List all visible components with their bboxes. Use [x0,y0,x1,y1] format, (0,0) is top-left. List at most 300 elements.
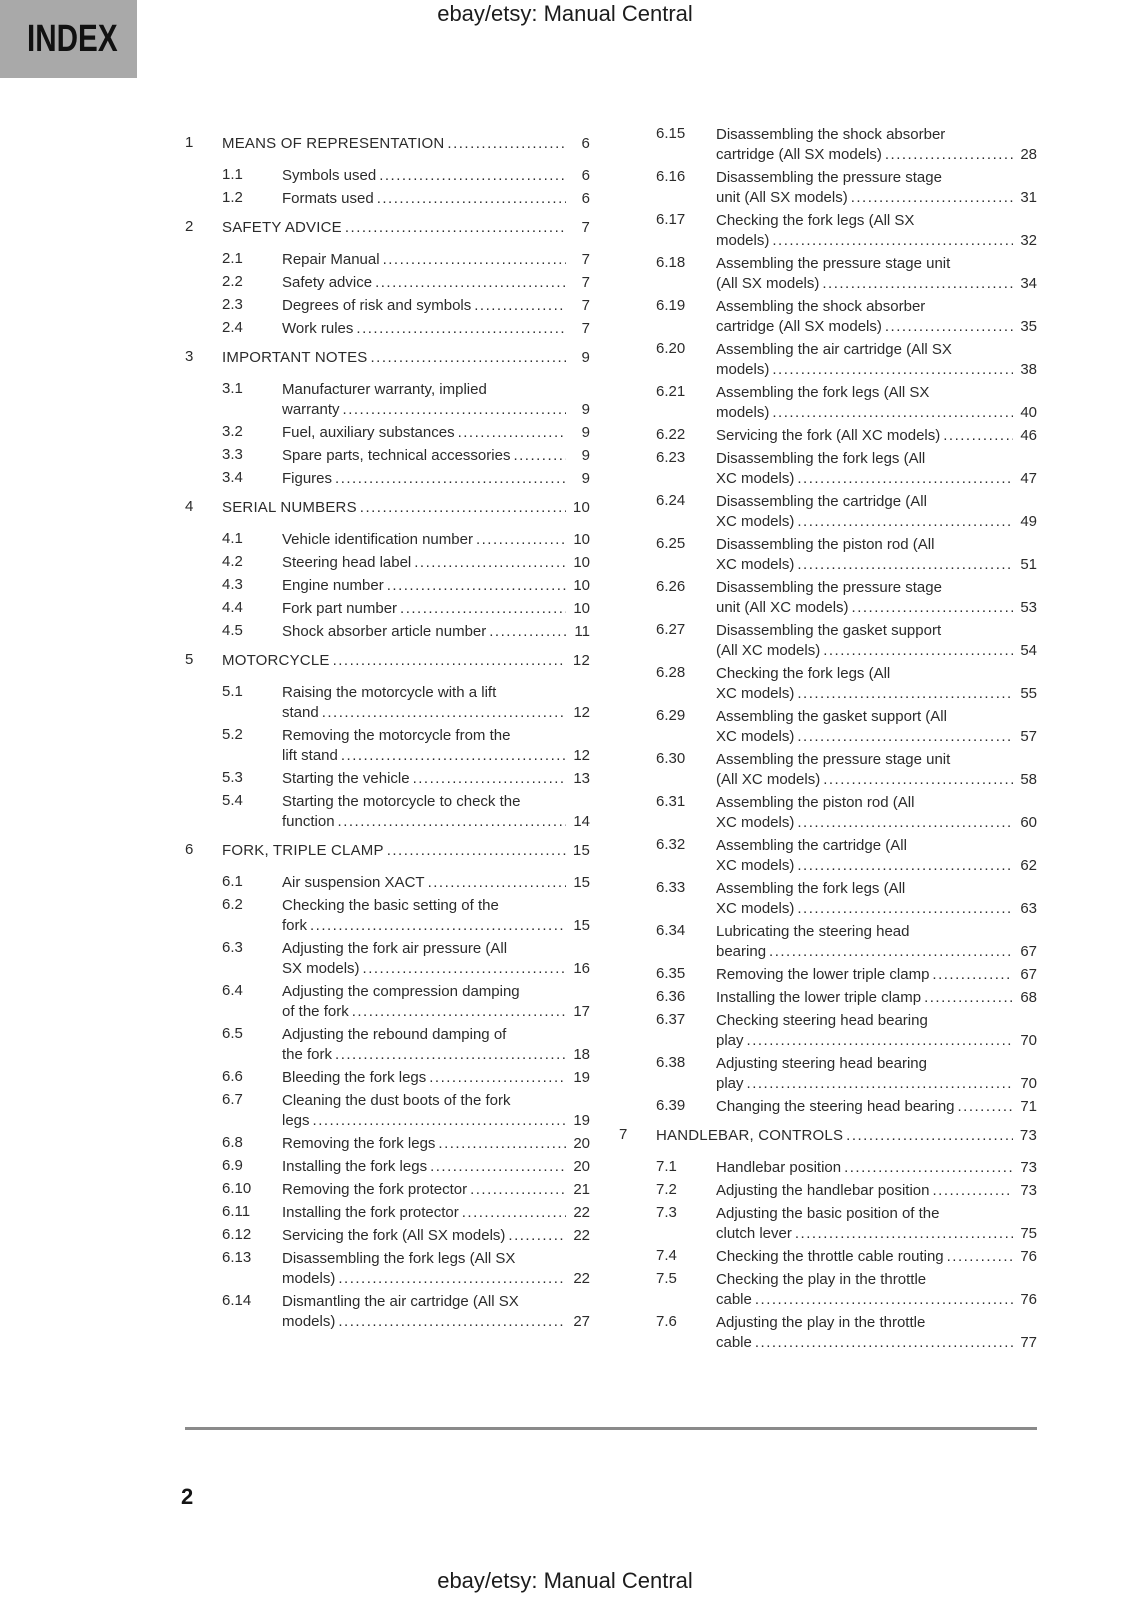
entry-number: 6.34 [656,922,686,939]
entry-number: 6.8 [222,1134,243,1151]
toc-entry [185,1134,590,1154]
toc-entry [619,922,1037,962]
header-title: ebay/etsy: Manual Central [437,1,693,26]
entry-title: HANDLEBAR, CONTROLS [656,1127,844,1144]
entry-title: Installing the fork protector [282,1204,459,1221]
entry-title: cartridge (All SX models) [716,146,882,163]
toc-entry [185,726,590,766]
entry-page: 67 [1020,943,1037,960]
entry-number: 6 [185,841,194,858]
entry-title-line: Disassembling the shock absorber [716,126,946,143]
entry-page: 15 [573,874,590,891]
entry-number: 6.5 [222,1025,243,1042]
entry-title: (All XC models) [716,771,821,788]
dot-leader [313,1111,566,1131]
toc-entry [619,750,1037,790]
entry-page: 73 [1019,1127,1037,1144]
dot-leader [429,1068,566,1088]
entry-number: 2.2 [222,273,243,290]
entry-page: 14 [573,813,590,830]
entry-page: 10 [573,600,590,617]
entry-title: the fork [282,1046,333,1063]
entry-number: 6.35 [656,965,686,982]
entry-title-line: Lubricating the steering head [716,923,910,940]
dot-leader [851,188,1013,208]
toc-section-entry [185,651,590,671]
entry-page: 22 [573,1270,590,1287]
toc-entry [619,535,1037,575]
entry-title: Installing the fork legs [282,1158,428,1175]
entry-page: 19 [573,1112,590,1129]
entry-number: 3 [185,348,194,365]
toc-section-entry [185,134,590,154]
entry-title: Servicing the fork (All XC models) [716,427,941,444]
toc-entry [619,1181,1037,1201]
entry-title: models) [282,1313,336,1330]
dot-leader [846,1126,1013,1146]
entry-title-line: Checking the fork legs (All SX [716,212,915,229]
entry-title-line: Disassembling the pressure stage [716,169,942,186]
entry-number: 7 [619,1126,628,1143]
entry-number: 4 [185,498,194,515]
dot-leader [352,1002,566,1022]
dot-leader [823,770,1013,790]
toc-entry [619,1054,1037,1094]
entry-page: 12 [573,747,590,764]
entry-number: 6.19 [656,297,686,314]
entry-title: Removing the fork legs [282,1135,436,1152]
entry-page: 75 [1020,1225,1037,1242]
entry-number: 7.5 [656,1270,677,1287]
entry-title-line: Assembling the fork legs (All SX [716,384,930,401]
toc-entry [619,168,1037,208]
toc-entry [185,683,590,723]
dot-leader [335,1045,566,1065]
dot-leader [885,145,1013,165]
dot-leader [823,641,1013,661]
footer-title: ebay/etsy: Manual Central [437,1568,693,1593]
entry-title-line: Assembling the gasket support (All [716,708,947,725]
entry-number: 6.39 [656,1097,686,1114]
entry-title: Removing the lower triple clamp [716,966,930,983]
toc-entry [619,426,1037,446]
entry-title: function [282,813,335,830]
toc-entry [619,254,1037,294]
entry-number: 6.26 [656,578,686,595]
entry-title: XC models) [716,685,795,702]
entry-number: 6.16 [656,168,686,185]
dot-leader [797,684,1013,704]
entry-title-line: Starting the motorcycle to check the [282,793,521,810]
toc-entry [619,449,1037,489]
entry-title: MEANS OF REPRESENTATION [222,135,445,152]
entry-page: 6 [581,135,590,152]
entry-title: Figures [282,470,333,487]
entry-title-line: Assembling the pressure stage unit [716,751,951,768]
toc-entry [185,939,590,979]
entry-page: 7 [581,251,590,268]
toc-entry [185,1091,590,1131]
entry-title: SAFETY ADVICE [222,219,342,236]
toc-section-entry [619,1126,1037,1146]
toc-entry [185,1203,590,1223]
entry-number: 6.15 [656,125,686,142]
toc-entry [619,1158,1037,1178]
entry-number: 6.38 [656,1054,686,1071]
entry-number: 2.3 [222,296,243,313]
dot-leader [958,1097,1013,1117]
entry-page: 20 [573,1158,590,1175]
dot-leader [371,348,566,368]
entry-title-line: Adjusting the fork air pressure (All [282,940,508,957]
entry-title: Spare parts, technical accessories [282,447,511,464]
dot-leader [345,218,566,238]
toc-entry [619,578,1037,618]
footer-page-number: 2 [181,1484,194,1509]
entry-page: 12 [573,704,590,721]
entry-title: warranty [282,401,340,418]
entry-page: 70 [1020,1075,1037,1092]
index-tab [0,0,137,78]
entry-page: 27 [573,1313,590,1330]
entry-number: 1.2 [222,189,243,206]
toc-entry [185,296,590,316]
dot-leader [474,296,566,316]
dot-leader [379,166,566,186]
entry-title: Changing the steering head bearing [716,1098,955,1115]
entry-page: 12 [572,652,590,669]
entry-page: 9 [581,349,590,366]
entry-page: 22 [573,1227,590,1244]
toc-section-entry [185,841,590,861]
entry-title: Checking the throttle cable routing [716,1248,944,1265]
dot-leader [797,555,1013,575]
dot-leader [797,813,1013,833]
dot-leader [447,134,566,154]
entry-number: 6.2 [222,896,243,913]
entry-page: 7 [581,219,590,236]
entry-page: 70 [1020,1032,1037,1049]
entry-page: 77 [1020,1334,1037,1351]
entry-title: clutch lever [716,1225,792,1242]
dot-leader [772,360,1013,380]
entry-title-line: Adjusting the compression damping [282,983,520,1000]
entry-title: (All SX models) [716,275,820,292]
entry-number: 7.4 [656,1247,677,1264]
entry-page: 10 [572,499,590,516]
entry-page: 21 [573,1181,590,1198]
toc-column-1 [185,125,590,1356]
entry-page: 10 [573,577,590,594]
entry-title-line: Disassembling the fork legs (All SX [282,1250,516,1267]
entry-page: 73 [1020,1159,1037,1176]
entry-title-line: Cleaning the dust boots of the fork [282,1092,511,1109]
dot-leader [755,1290,1013,1310]
entry-title: FORK, TRIPLE CLAMP [222,842,384,859]
toc-entry [619,1097,1037,1117]
dot-leader [383,250,566,270]
toc-entry [185,189,590,209]
toc-entry [185,319,590,339]
entry-page: 76 [1020,1291,1037,1308]
entry-number: 1 [185,134,194,151]
entry-title: of the fork [282,1003,349,1020]
entry-number: 7.2 [656,1181,677,1198]
entry-page: 68 [1020,989,1037,1006]
index-label: INDEX [27,17,118,60]
dot-leader [947,1247,1013,1267]
dot-leader [310,916,566,936]
entry-number: 6.6 [222,1068,243,1085]
entry-page: 40 [1020,404,1037,421]
entry-number: 3.3 [222,446,243,463]
entry-page: 53 [1020,599,1037,616]
entry-title: Engine number [282,577,384,594]
entry-number: 4.4 [222,599,243,616]
toc-entry [619,1247,1037,1267]
entry-number: 6.29 [656,707,686,724]
entry-title: Fuel, auxiliary substances [282,424,455,441]
entry-title: unit (All SX models) [716,189,848,206]
dot-leader [338,1312,566,1332]
entry-number: 6.36 [656,988,686,1005]
entry-title-line: Adjusting the play in the throttle [716,1314,926,1331]
toc-entry [185,250,590,270]
entry-number: 6.17 [656,211,686,228]
entry-page: 47 [1020,470,1037,487]
entry-page: 17 [573,1003,590,1020]
dot-leader [747,1031,1013,1051]
entry-title-line: Disassembling the piston rod (All [716,536,935,553]
entry-number: 4.1 [222,530,243,547]
entry-title: Formats used [282,190,374,207]
toc-section-entry [185,498,590,518]
dot-leader [885,317,1013,337]
toc-entry [619,664,1037,704]
entry-page: 6 [581,190,590,207]
entry-page: 10 [573,531,590,548]
entry-title-line: Assembling the cartridge (All [716,837,907,854]
entry-number: 6.37 [656,1011,686,1028]
dot-leader [476,530,566,550]
toc-entry [185,769,590,789]
entry-number: 6.27 [656,621,686,638]
dot-leader [797,856,1013,876]
dot-leader [797,469,1013,489]
toc-entry [185,446,590,466]
entry-page: 54 [1020,642,1037,659]
entry-number: 3.4 [222,469,243,486]
entry-number: 6.1 [222,873,243,890]
entry-title: play [716,1032,744,1049]
dot-leader [852,598,1013,618]
dot-leader [797,899,1013,919]
toc-entry [185,792,590,832]
toc-entry [185,423,590,443]
entry-title-line: Disassembling the pressure stage [716,579,942,596]
dot-leader [924,988,1013,1008]
entry-title: Installing the lower triple clamp [716,989,922,1006]
entry-title: Air suspension XACT [282,874,425,891]
toc-entry [185,896,590,936]
toc-entry [619,836,1037,876]
entry-number: 5.3 [222,769,243,786]
toc-entry [185,1226,590,1246]
dot-leader [377,189,566,209]
toc-entry [185,1249,590,1289]
entry-title-line: Assembling the air cartridge (All SX [716,341,952,358]
entry-title: SERIAL NUMBERS [222,499,357,516]
entry-title: XC models) [716,728,795,745]
dot-leader [772,403,1013,423]
entry-title-line: Checking steering head bearing [716,1012,928,1029]
entry-title-line: Raising the motorcycle with a lift [282,684,497,701]
toc-entry [619,1204,1037,1244]
entry-page: 13 [573,770,590,787]
entry-page: 71 [1020,1098,1037,1115]
entry-number: 5.1 [222,683,243,700]
dot-leader [513,446,566,466]
dot-leader [333,651,566,671]
entry-number: 6.24 [656,492,686,509]
entry-page: 55 [1020,685,1037,702]
dot-leader [933,1181,1014,1201]
entry-title: Fork part number [282,600,398,617]
entry-page: 73 [1020,1182,1037,1199]
dot-leader [797,512,1013,532]
entry-number: 6.21 [656,383,686,400]
entry-page: 19 [573,1069,590,1086]
entry-title-line: Checking the fork legs (All [716,665,891,682]
entry-page: 7 [581,297,590,314]
entry-number: 6.23 [656,449,686,466]
toc-entry [619,211,1037,251]
entry-number: 6.33 [656,879,686,896]
entry-number: 6.31 [656,793,686,810]
entry-number: 2.4 [222,319,243,336]
toc-entry [619,1270,1037,1310]
entry-title: (All XC models) [716,642,821,659]
toc-entry [619,879,1037,919]
entry-page: 62 [1020,857,1037,874]
toc-entry [619,1313,1037,1353]
dot-leader [462,1203,566,1223]
entry-page: 16 [573,960,590,977]
entry-number: 6.13 [222,1249,252,1266]
entry-number: 7.6 [656,1313,677,1330]
dot-leader [428,873,566,893]
entry-number: 6.18 [656,254,686,271]
entry-number: 5.2 [222,726,243,743]
dot-leader [755,1333,1013,1353]
toc-entry [185,622,590,642]
entry-page: 51 [1020,556,1037,573]
entry-title: Removing the fork protector [282,1181,468,1198]
entry-title: fork [282,917,308,934]
entry-title: XC models) [716,900,795,917]
dot-leader [844,1158,1013,1178]
entry-title-line: Manufacturer warranty, implied [282,381,487,398]
entry-title: unit (All XC models) [716,599,849,616]
dot-leader [508,1226,566,1246]
entry-page: 9 [581,424,590,441]
entry-number: 6.12 [222,1226,252,1243]
entry-title: Handlebar position [716,1159,842,1176]
entry-number: 6.25 [656,535,686,552]
entry-title: XC models) [716,857,795,874]
entry-number: 5 [185,651,194,668]
entry-title-line: Dismantling the air cartridge (All SX [282,1293,519,1310]
dot-leader [322,703,566,723]
toc-entry [619,988,1037,1008]
entry-title: XC models) [716,556,795,573]
entry-title: play [716,1075,744,1092]
entry-number: 6.7 [222,1091,243,1108]
entry-page: 15 [573,917,590,934]
entry-title: XC models) [716,814,795,831]
entry-title: lift stand [282,747,338,764]
dot-leader [470,1180,566,1200]
entry-number: 4.5 [222,622,243,639]
entry-title-line: Adjusting the basic position of the [716,1205,940,1222]
entry-number: 5.4 [222,792,243,809]
dot-leader [338,1269,566,1289]
entry-page: 7 [581,320,590,337]
entry-title-line: Disassembling the gasket support [716,622,942,639]
entry-number: 6.3 [222,939,243,956]
entry-title: Bleeding the fork legs [282,1069,427,1086]
toc-entry [185,1157,590,1177]
entry-title: XC models) [716,470,795,487]
entry-page: 22 [573,1204,590,1221]
toc-entry [619,793,1037,833]
dot-leader [356,319,566,339]
toc-entry [619,383,1037,423]
toc-entry [619,297,1037,337]
toc-entry [185,273,590,293]
entry-title: Servicing the fork (All SX models) [282,1227,506,1244]
entry-number: 3.2 [222,423,243,440]
entry-page: 58 [1020,771,1037,788]
dot-leader [438,1134,566,1154]
toc-entry [185,1068,590,1088]
entry-title: stand [282,704,319,721]
toc-entry [185,599,590,619]
entry-number: 6.22 [656,426,686,443]
entry-number: 2 [185,218,194,235]
entry-title-line: Disassembling the fork legs (All [716,450,926,467]
dot-leader [343,400,566,420]
toc-entry [619,492,1037,532]
entry-page: 32 [1020,232,1037,249]
dot-leader [335,469,566,489]
entry-title: Repair Manual [282,251,380,268]
toc-entry [619,707,1037,747]
entry-number: 6.9 [222,1157,243,1174]
dot-leader [822,274,1013,294]
entry-title-line: Removing the motorcycle from the [282,727,511,744]
dot-leader [363,959,566,979]
entry-title: Symbols used [282,167,377,184]
entry-title: Degrees of risk and symbols [282,297,472,314]
dot-leader [387,841,566,861]
entry-title-line: Assembling the pressure stage unit [716,255,951,272]
entry-title: cable [716,1334,752,1351]
footer-divider [185,1427,1037,1430]
entry-number: 6.20 [656,340,686,357]
entry-number: 2.1 [222,250,243,267]
entry-page: 10 [573,554,590,571]
